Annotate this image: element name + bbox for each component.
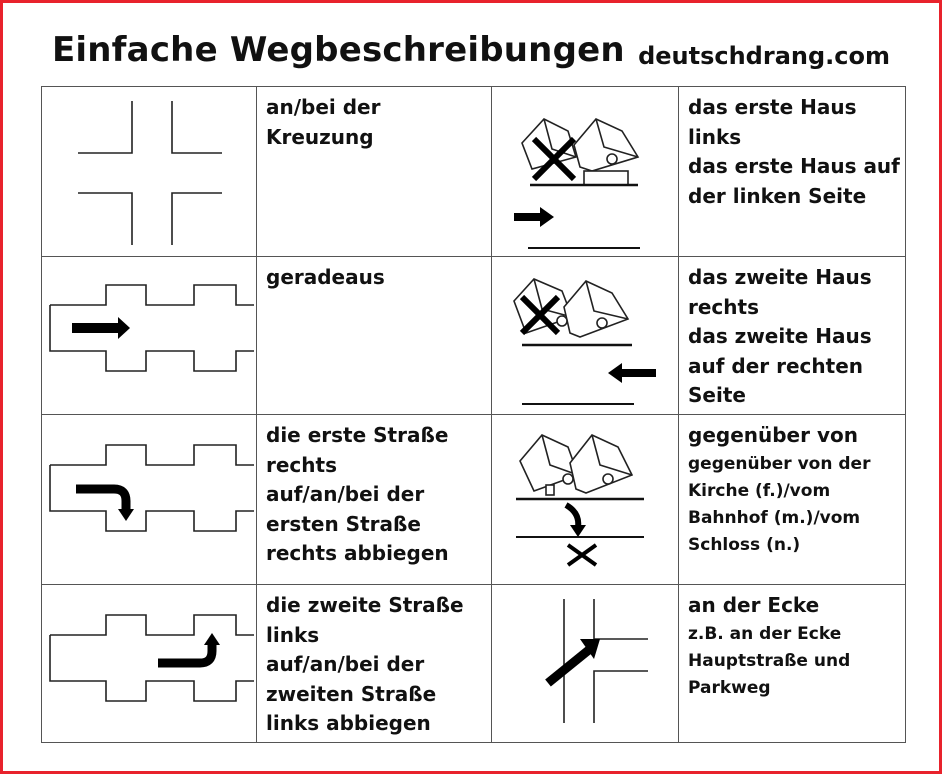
- phrase-line: rechts: [688, 294, 759, 319]
- first-house-left-icon: [492, 87, 678, 255]
- phrase-line: auf der rechten: [688, 353, 863, 378]
- second-house-right-icon: [492, 257, 678, 413]
- example-line: Hauptstraße und: [688, 650, 851, 671]
- illustration-cell: [492, 257, 679, 415]
- table-row: [42, 585, 906, 743]
- phrase-line: gegenüber von: [688, 423, 858, 447]
- phrase-line: auf/an/bei der: [266, 652, 425, 676]
- phrase-cell: [257, 585, 492, 743]
- phrase-line: rechts: [266, 452, 337, 477]
- phrase-line: die erste Straße: [266, 423, 449, 447]
- phrase-line: Kreuzung: [266, 124, 374, 149]
- site-name: deutschdrang.com: [638, 42, 890, 70]
- phrase-line: an/bei der: [266, 95, 381, 119]
- first-street-right-icon: [42, 415, 254, 583]
- phrase-line: das erste Haus: [688, 95, 857, 119]
- illustration-cell: [492, 585, 679, 743]
- phrase-line: Seite: [688, 383, 746, 407]
- phrase-line: links: [266, 622, 320, 647]
- second-street-left-icon: [42, 585, 254, 741]
- phrase-line: das zweite Haus: [688, 324, 872, 348]
- phrase-line: auf/an/bei der: [266, 482, 425, 506]
- crossroads-icon: [42, 87, 254, 255]
- phrase-line: ersten Straße: [266, 511, 421, 536]
- opposite-icon: [492, 415, 678, 583]
- illustration-cell: [42, 87, 257, 257]
- directions-table: [41, 86, 906, 743]
- phrase-line: der linken Seite: [688, 183, 867, 208]
- phrase-line: an der Ecke: [688, 593, 820, 617]
- example-line: Kirche (f.)/vom: [688, 480, 831, 501]
- phrase-line: links: [688, 124, 742, 149]
- page-title: Einfache Wegbeschreibungen: [52, 30, 625, 70]
- table-row: [42, 257, 906, 415]
- phrase-line: das erste Haus auf: [688, 154, 900, 178]
- example-line: z.B. an der Ecke: [688, 623, 842, 644]
- straight-ahead-icon: [42, 257, 254, 413]
- phrase-cell: [257, 415, 492, 585]
- illustration-cell: [42, 585, 257, 743]
- corner-icon: [492, 585, 678, 741]
- phrase-cell: [257, 257, 492, 415]
- phrase-line: rechts abbiegen: [266, 541, 449, 565]
- illustration-cell: [492, 87, 679, 257]
- phrase-cell: [679, 257, 906, 415]
- phrase-cell: [679, 415, 906, 585]
- example-line: Schloss (n.): [688, 534, 801, 555]
- example-line: Parkweg: [688, 677, 771, 698]
- phrase-cell: [679, 585, 906, 743]
- phrase-cell: [679, 87, 906, 257]
- phrase-line: zweiten Straße: [266, 681, 437, 706]
- phrase-line: das zweite Haus: [688, 265, 872, 289]
- phrase-line: links abbiegen: [266, 711, 431, 735]
- illustration-cell: [492, 415, 679, 585]
- example-line: gegenüber von der: [688, 453, 871, 474]
- table-row: [42, 415, 906, 585]
- phrase-line: geradeaus: [266, 265, 385, 289]
- example-line: Bahnhof (m.)/vom: [688, 507, 861, 528]
- illustration-cell: [42, 257, 257, 415]
- phrase-cell: [257, 87, 492, 257]
- illustration-cell: [42, 415, 257, 585]
- phrase-line: die zweite Straße: [266, 593, 464, 617]
- table-row: [42, 87, 906, 257]
